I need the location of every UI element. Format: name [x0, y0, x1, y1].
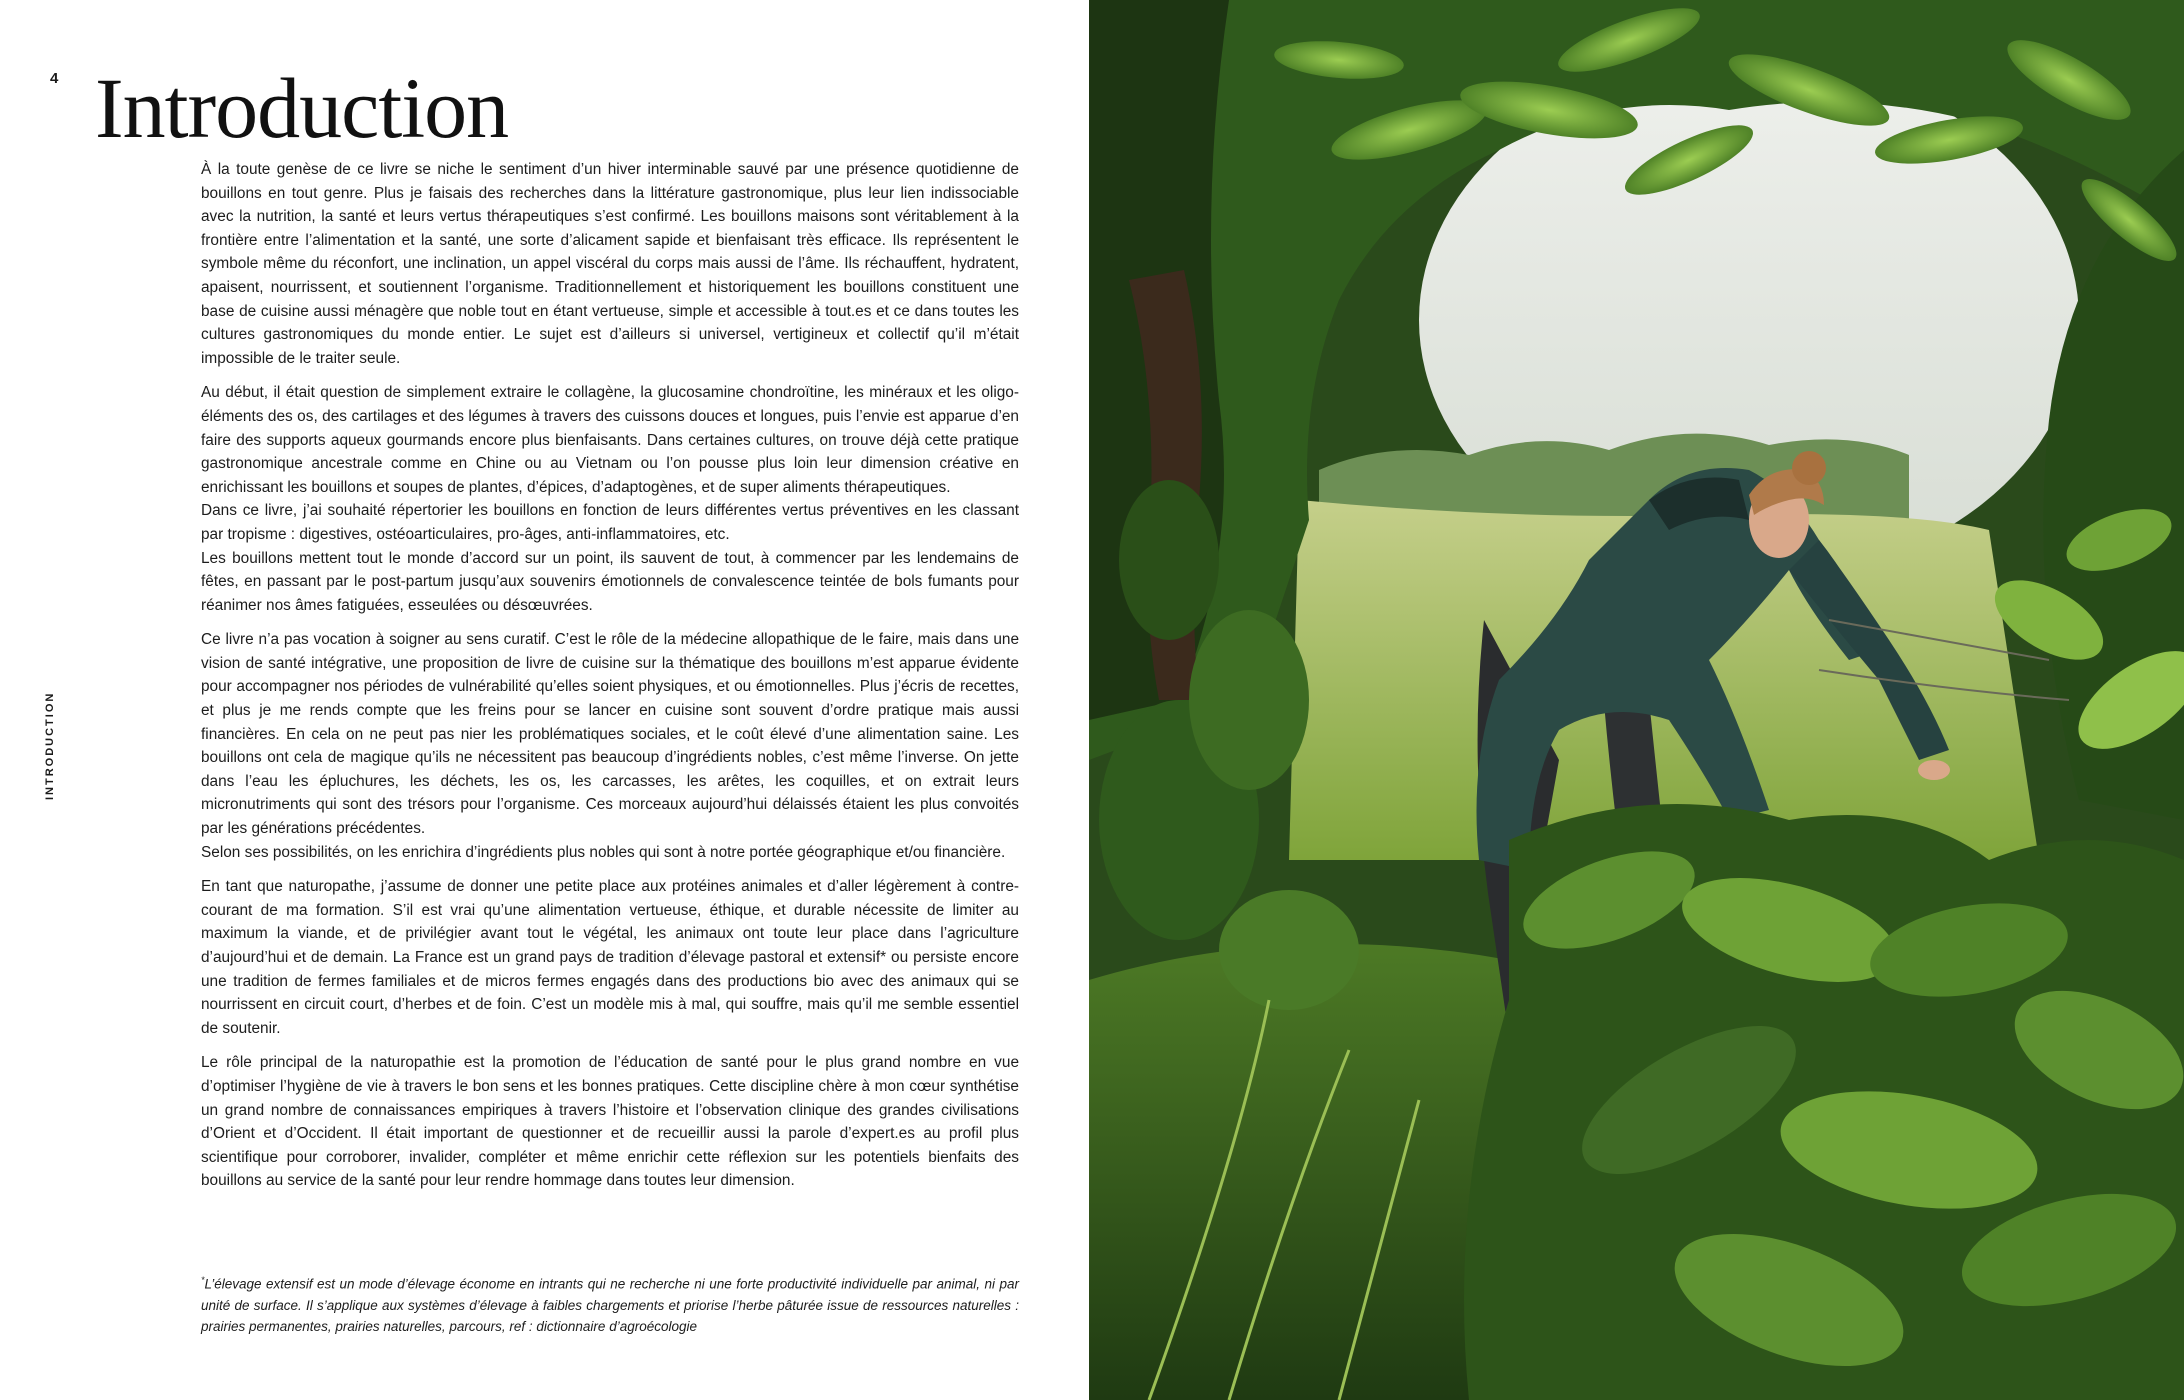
paragraph: Dans ce livre, j’ai souhaité répertorier les bouillons en fonction de leurs différentes vertus préventives en les classant par tropisme : digestives, ostéoarticulaires, pro-âges, anti-inflammatoires, etc.	[201, 502, 1019, 543]
paragraph: Les bouillons mettent tout le monde d’accord sur un point, ils sauvent de tout, à commencer par les lendemains de fêtes, en passant par le post-partum jusqu’aux souvenirs émotionnels de convalescence teintée de bols fumants pour réanimer nos âmes fatiguées, esseulées ou désœuvrées.	[201, 549, 1019, 614]
body-text	[201, 158, 1019, 1204]
paragraph-group-2	[201, 381, 1019, 617]
paragraph-group-1	[201, 158, 1019, 370]
page-title: Introduction	[95, 60, 509, 156]
paragraph-group-4	[201, 875, 1019, 1040]
footnote	[201, 1270, 1019, 1337]
paragraph: Selon ses possibilités, on les enrichira d’ingrédients plus nobles qui sont à notre portée géographique et/ou financière.	[201, 843, 1006, 861]
paragraph-group-3	[201, 628, 1019, 864]
footnote-marker: *	[201, 1275, 205, 1285]
page-number: 4	[50, 70, 59, 87]
paragraph: Au début, il était question de simplement extraire le collagène, la glucosamine chondroïtine, les minéraux et les oligo-éléments des os, des cartilages et des légumes à travers des cuissons douces et longues, puis l’envie est apparue d’en faire des supports aqueux gourmands encore plus bienfaisants. Dans certaines cultures, on trouve déjà cette pratique gastronomique ancestrale comme en Chine ou au Vietnam ou l’on pousse plus loin leur dimension créative en enrichissant les bouillons et soupes de plantes, d’épices, d’adaptogènes, et de super aliments thérapeutiques.	[201, 384, 1019, 496]
paragraph: Le rôle principal de la naturopathie est la promotion de l’éducation de santé pour le plus grand nombre en vue d’optimiser l’hygiène de vie à travers le bon sens et les bonnes pratiques. Cette discipline chère à mon cœur synthétise un grand nombre de connaissances empiriques à travers l’histoire et l’observation clinique des grandes civilisations d’Orient et d’Occident. Il était important de questionner et de recueillir aussi la parole d’expert.es au profil plus scientifique pour corroborer, invalider, compléter et même enrichir cette réflexion sur les potentiels bienfaits des bouillons au service de la santé pour leur rendre hommage dans toutes leur dimension.	[201, 1054, 1019, 1190]
paragraph-group-5	[201, 1051, 1019, 1193]
paragraph: En tant que naturopathe, j’assume de donner une petite place aux protéines animales et d’aller légèrement à contre-courant de ma formation. S’il est vrai qu’une alimentation vertueuse, éthique, et durable nécessite de limiter au maximum la viande, et de privilégier avant tout le végétal, les animaux ont toute leur place dans l’agriculture d’aujourd’hui et de demain. La France est un grand pays de tradition d’élevage pastoral et extensif* ou persiste encore une tradition de fermes familiales et de micros fermes engagés dans des productions bio avec des animaux qui se nourrissent en circuit court, d’herbes et de foin. C’est un modèle mis à mal, qui souffre, mais qu’il me semble essentiel de soutenir.	[201, 878, 1019, 1037]
paragraph: À la toute genèse de ce livre se niche le sentiment d’un hiver interminable sauvé par une présence quotidienne de bouillons en tout genre. Plus je faisais des recherches dans la littérature gastronomique, plus leur lien indissociable avec la nutrition, la santé et leurs vertus thérapeutiques s’est confirmé. Les bouillons maisons sont véritablement à la frontière entre l’alimentation et la santé, une sorte d’alicament sapide et bienfaisant très efficace. Ils représentent le symbole même du réconfort, une inclination, un appel viscéral du corps mais aussi de l’âme. Ils réchauffent, hydratent, apaisent, nourrissent, et soutiennent l’organisme. Traditionnellement et historiquement les bouillons constituent une base de cuisine aussi ménagère que noble tout en étant vertueuse, simple et accessible à tout.es et ce dans toutes les cultures gastronomiques du monde entier. Le sujet est d’ailleurs si universel, vertigineux et collectif qu’il m’était impossible de le traiter seule.	[201, 161, 1019, 367]
left-page	[0, 0, 1089, 1400]
footnote-text: L’élevage extensif est un mode d’élevage économe en intrants qui ne recherche ni une forte productivité individuelle par animal, ni par unité de surface. Il s’applique aux systèmes d’élevage à faibles chargements et priorise l’herbe pâturée issue de ressources naturelles : prairies permanentes, prairies naturelles, parcours, ref : dictionnaire d’agroécologie	[201, 1276, 1019, 1334]
photo-illustration	[1089, 0, 2184, 1400]
woman-foraging-photo	[1089, 0, 2184, 1400]
running-head: INTRODUCTION	[44, 691, 56, 800]
paragraph: Ce livre n’a pas vocation à soigner au sens curatif. C’est le rôle de la médecine allopathique de le faire, mais dans une vision de santé intégrative, une proposition de livre de cuisine sur la thématique des bouillons m’est apparue évidente pour accompagner nos périodes de vulnérabilité qu’elles soient physiques, et ou émotionnelles. Plus j’écris de recettes, et plus je me rends compte que les freins pour se lancer en cuisine sont souvent d’ordre pratique mais aussi financières. En cela on ne peut pas nier les problématiques sociales, et le coût élevé d’une alimentation saine. Les bouillons ont cela de magique qu’ils ne nécessitent pas beaucoup d’ingrédients nobles, c’est même l’inverse. On jette dans l’eau les épluchures, les déchets, les os, les carcasses, les arêtes, les coquilles, et on extrait leurs micronutriments qui sont des trésors pour l’organisme. Ces morceaux aujourd’hui délaissés étaient les plus convoités par les générations précédentes.	[201, 631, 1019, 838]
